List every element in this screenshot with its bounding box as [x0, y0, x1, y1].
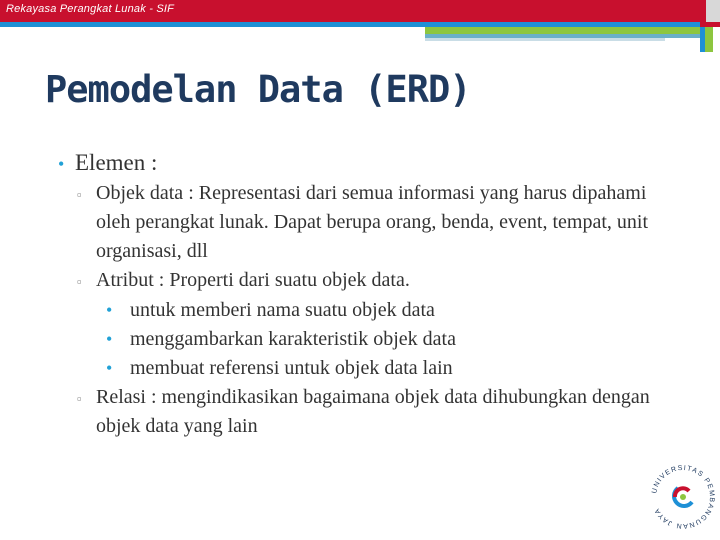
svg-text:UNIVERSITAS PEMBANGUNAN JAYA: UNIVERSITAS PEMBANGUNAN JAYA	[651, 464, 716, 530]
university-logo	[648, 462, 718, 532]
bullet-dot-icon: •	[106, 358, 113, 378]
slide-body	[58, 148, 668, 441]
bullet-dot-icon: •	[106, 329, 113, 349]
bullet-relasi	[77, 383, 668, 441]
bullet-square-icon: ▫	[77, 187, 82, 202]
header-bar	[0, 0, 706, 22]
course-label: Rekayasa Perangkat Lunak - SIF	[6, 3, 175, 15]
bullet-atribut-sub-text: menggambarkan karakteristik objek data	[130, 328, 456, 350]
bullet-elemen-text: Elemen :	[75, 150, 158, 175]
bullet-elemen	[58, 148, 668, 179]
bullet-atribut-text: Atribut : Properti dari suatu objek data.	[96, 269, 410, 291]
bullet-square-icon: ▫	[77, 274, 82, 289]
accent-stripe-green	[425, 27, 700, 34]
bullet-objek	[77, 179, 668, 266]
bullet-atribut-sub-3	[106, 354, 668, 383]
slide-title: Pemodelan Data (ERD)	[45, 68, 471, 111]
bullet-atribut-sub-1	[106, 296, 668, 325]
bullet-objek-text: Objek data : Representasi dari semua informasi yang harus dipahami oleh perangkat lunak. Dapat berupa orang, benda, event, tempat, unit organisasi, dll	[96, 182, 649, 262]
bullet-dot-icon: •	[58, 154, 65, 174]
bullet-atribut-sub-text: membuat referensi untuk objek data lain	[130, 357, 453, 379]
accent-vertical-green	[705, 27, 713, 52]
bullet-dot-icon: •	[106, 300, 113, 320]
bullet-atribut-sub-text: untuk memberi nama suatu objek data	[130, 299, 435, 321]
header-bar-corner	[706, 0, 720, 22]
bullet-atribut-sub-2	[106, 325, 668, 354]
bullet-relasi-text: Relasi : mengindikasikan bagaimana objek data dihubungkan dengan objek data yang lain	[96, 386, 650, 437]
bullet-atribut	[77, 266, 668, 296]
bullet-square-icon: ▫	[77, 391, 82, 406]
accent-stripe-light	[425, 38, 665, 41]
